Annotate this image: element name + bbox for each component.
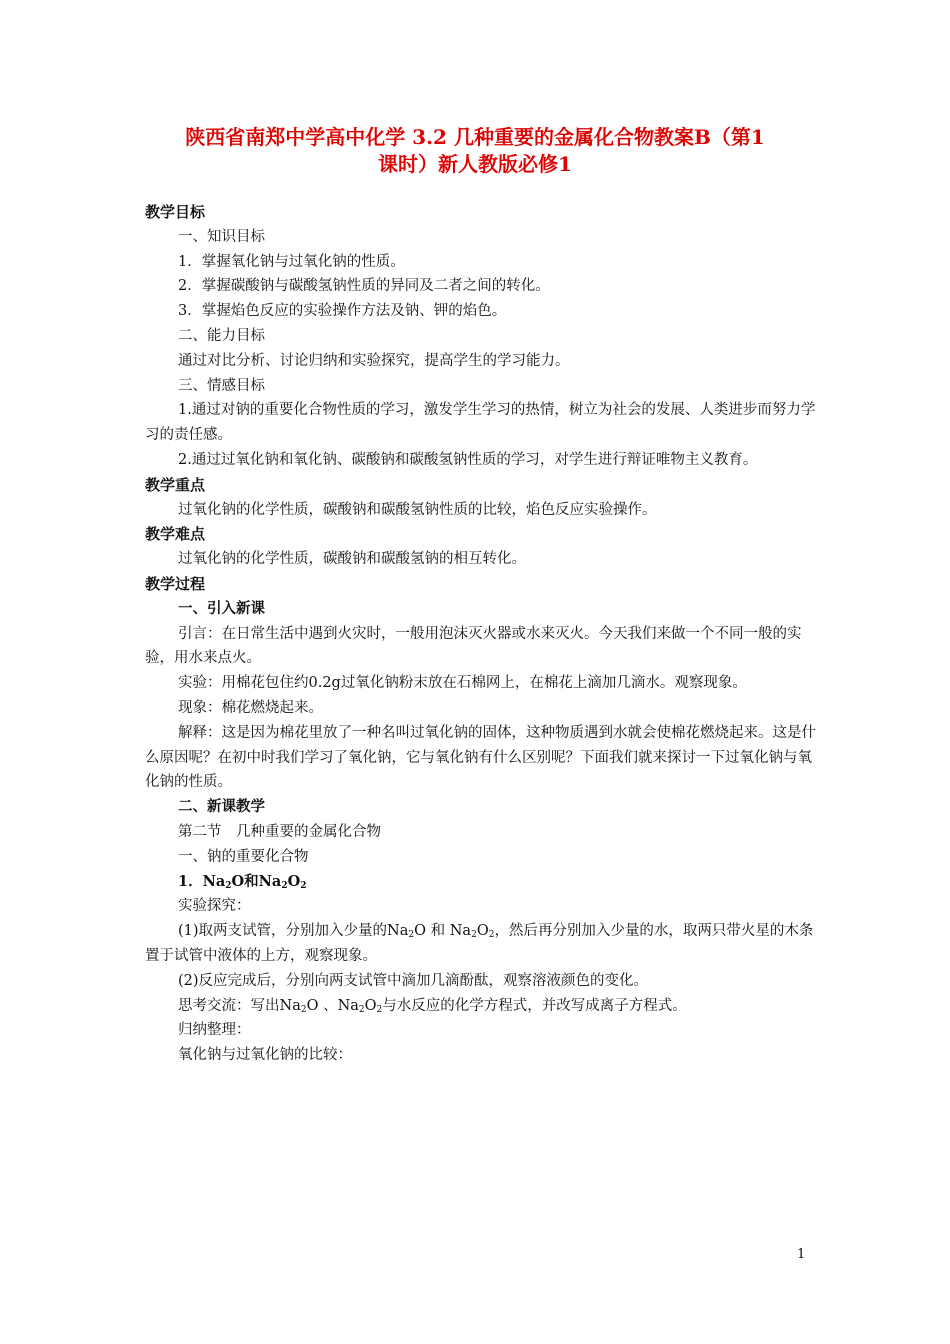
document-title <box>130 124 820 178</box>
intro-heading: 一、引入新课 <box>178 599 265 617</box>
section-title: 第二节 几种重要的金属化合物 <box>178 823 381 840</box>
intro-paragraph: 实验：用棉花包住约0.2g过氧化钠粉末放在石棉网上，在棉花上滴加几滴水。观察现象。 <box>178 675 747 692</box>
intro-paragraph: 解释：这是因为棉花里放了一种名叫过氧化钠的固体，这种物质遇到水就会使棉花燃烧起来。这是什么原因呢？在初中时我们学习了氧化钠，它与氧化钠有什么区别呢？下面我们就来探讨一下过氧化钠与氧化钠的性质。 <box>145 724 816 791</box>
compound-heading <box>145 870 820 895</box>
title-line-1: 陕西省南郑中学高中化学 3.2 几种重要的金属化合物教案B（第1 <box>185 125 765 149</box>
emotion-item: 1.通过对钠的重要化合物性质的学习，激发学生学习的热情，树立为社会的发展、人类进步而努力学习的责任感。 <box>145 402 816 444</box>
goals-heading: 教学目标 <box>145 203 206 221</box>
knowledge-item: 1．掌握氧化钠与过氧化钠的性质。 <box>178 253 405 270</box>
formula-na2o: $Na_2O$ <box>202 872 245 891</box>
item-prefix: 1． <box>178 872 203 890</box>
difficulties-heading: 教学难点 <box>145 525 206 544</box>
summary-label: 归纳整理： <box>178 1022 251 1039</box>
knowledge-heading: 一、知识目标 <box>178 228 265 245</box>
intro-paragraph: 现象：棉花燃烧起来。 <box>178 699 323 716</box>
new-lesson-heading: 二、新课教学 <box>178 798 265 816</box>
key-points-text: 过氧化钠的化学性质，碳酸钠和碳酸氢钠性质的比较，焰色反应实验操作。 <box>178 501 657 518</box>
title-line-2: 课时）新人教版必修1 <box>378 152 572 176</box>
discussion-rest: 与水反应的化学方程式，并改写成离子方程式。 <box>382 997 687 1014</box>
emotion-item: 2.通过过氧化钠和氧化钠、碳酸钠和碳酸氢钠性质的学习，对学生进行辩证唯物主义教育。 <box>178 451 758 468</box>
subsection-title: 一、钠的重要化合物 <box>178 848 309 865</box>
knowledge-item: 3．掌握焰色反应的实验操作方法及钠、钾的焰色。 <box>178 303 507 320</box>
explore-step-2: (2)反应完成后，分别向两支试管中滴加几滴酚酞，观察溶液颜色的变化。 <box>178 972 649 989</box>
page-number: 1 <box>797 1247 806 1262</box>
document-body <box>145 200 820 1068</box>
explore-label: 实验探究： <box>178 898 251 915</box>
key-points-heading: 教学重点 <box>145 475 206 494</box>
process-heading: 教学过程 <box>145 574 206 593</box>
formula-na2o2: $Na_2O_2$ <box>258 872 307 891</box>
comparison-label: 氧化钠与过氧化钠的比较： <box>178 1047 352 1064</box>
intro-paragraph: 引言：在日常生活中遇到火灾时，一般用泡沫灭火器或水来灭火。今天我们来做一个不同一般的实验，用水来点火。 <box>145 625 802 667</box>
explore-step-1-text: (1)取两支试管，分别加入少量的 <box>178 923 388 940</box>
knowledge-item: 2．掌握碳酸钠与碳酸氢钠性质的异同及二者之间的转化。 <box>178 278 550 295</box>
and-word: 和 <box>244 872 259 890</box>
explore-step-1-rest: ，然后再分别加入少量的水，取两只带火星的木条置于试管中液体的上方，观察现象。 <box>145 923 814 964</box>
discussion: 思考交流：写出$Na_2O$ 、$Na_2O_2$与水反应的化学方程式，并改写成离子方程式。 <box>178 997 687 1015</box>
difficulties-text: 过氧化钠的化学性质，碳酸钠和碳酸氢钠的相互转化。 <box>178 551 526 568</box>
explore-step-1: (1)取两支试管，分别加入少量的$Na_2O$ 和 $Na_2O_2$，然后再分别加入少量的水，取两只带火星的木条置于试管中液体的上方，观察现象。 <box>145 923 814 964</box>
discussion-text: 思考交流：写出 <box>178 997 280 1014</box>
ability-text: 通过对比分析、讨论归纳和实验探究，提高学生的学习能力。 <box>178 352 570 369</box>
emotion-heading: 三、情感目标 <box>178 377 265 394</box>
ability-heading: 二、能力目标 <box>178 327 265 344</box>
